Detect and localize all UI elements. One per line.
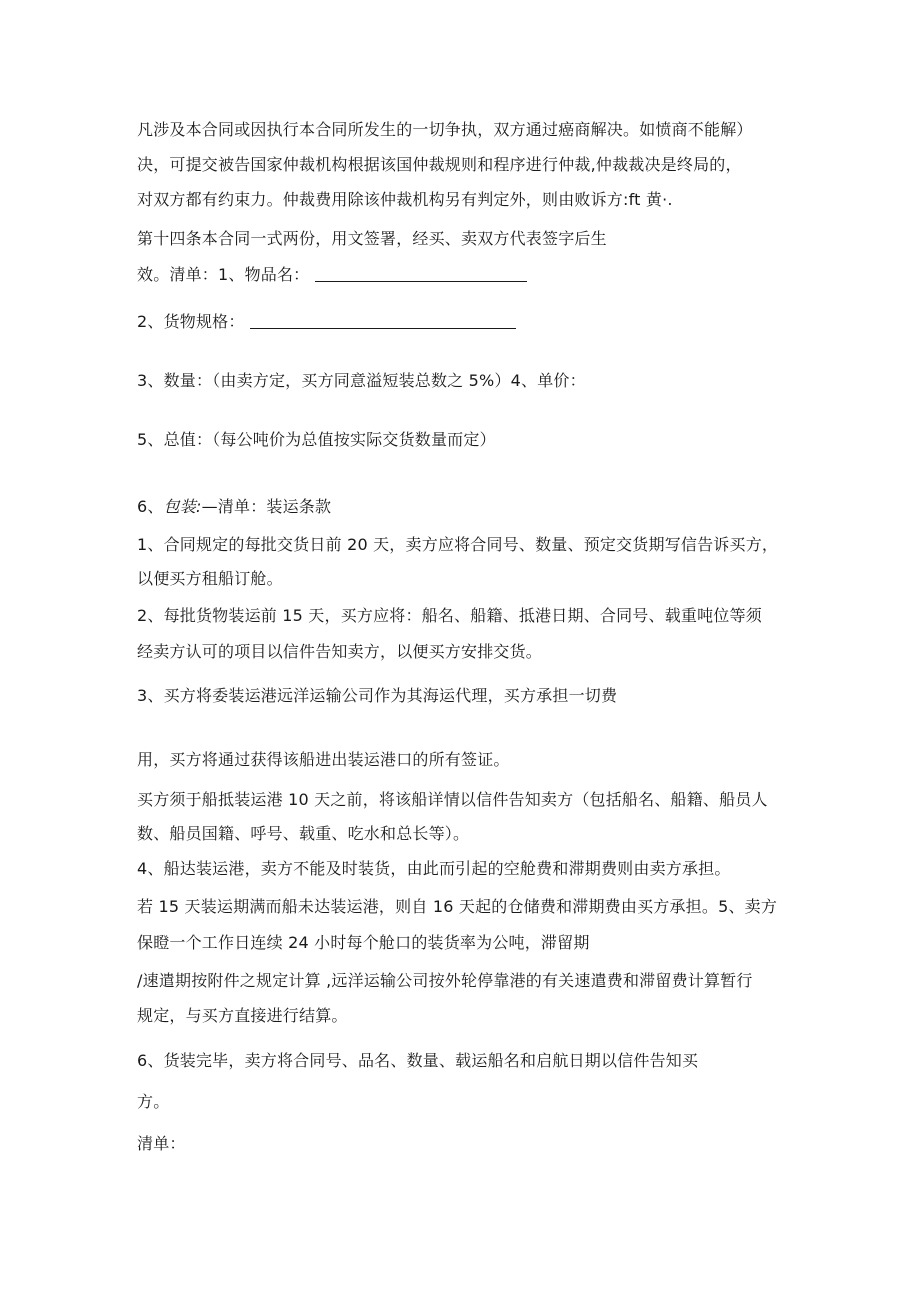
paragraph-line-5	[137, 264, 527, 286]
paragraph-line-6	[137, 311, 516, 333]
paragraph-line-20: 保瞪一个工作日连续 24 小时每个舱口的装货率为公吨，滞留期	[137, 933, 590, 952]
shipping-terms-heading: —清单：装运条款	[201, 497, 332, 516]
paragraph-line-12: 2、每批货物装运前 15 天，买方应将：船名、船籍、抵港日期、合同号、载重吨位等须	[137, 606, 762, 625]
paragraph-line-14: 3、买方将委装运港远洋运输公司作为其海运代理，买方承担一切费	[137, 686, 618, 705]
paragraph-line-4: 第十四条本合同一式两份，用文签署，经买、卖双方代表签字后生	[137, 229, 607, 248]
paragraph-line-13: 经卖方认可的项目以信件告知卖方，以便买方安排交货。	[137, 642, 543, 661]
paragraph-line-15: 用，买方将通过获得该船进出装运港口的所有签证。	[137, 750, 510, 769]
item-name-label: 效。清单：1、物品名：	[137, 265, 310, 284]
paragraph-line-16: 买方须于船抵装运港 10 天之前，将该船详情以信件告知卖方（包括船名、船籍、船员人	[137, 790, 768, 809]
paragraph-line-25: 清单：	[137, 1134, 186, 1153]
paragraph-line-9	[137, 496, 331, 518]
paragraph-line-2: 决，可提交被告国家仲裁机构根据该国仲裁规则和程序进行仲裁,仲裁裁决是终局的，	[137, 155, 742, 174]
packing-label: 包装:	[163, 497, 202, 516]
spec-blank	[250, 312, 516, 329]
paragraph-line-22: 规定，与买方直接进行结算。	[137, 1006, 348, 1025]
paragraph-line-17: 数、船员国籍、呼号、载重、吃水和总长等）。	[137, 824, 470, 843]
paragraph-line-21: /速遣期按附件之规定计算 ,远洋运输公司按外轮停靠港的有关速遣费和滞留费计算暂行	[137, 971, 753, 990]
item-name-blank	[315, 265, 527, 282]
paragraph-line-1: 凡涉及本合同或因执行本合同所发生的一切争执，双方通过癌商解决。如愤商不能解）	[137, 120, 753, 139]
paragraph-line-23: 6、货装完毕，卖方将合同号、品名、数量、载运船名和启航日期以信件告知买	[137, 1051, 699, 1070]
paragraph-line-24: 方。	[137, 1092, 170, 1111]
paragraph-line-11: 以便买方租船订舱。	[137, 569, 283, 588]
item-6-number: 6、	[137, 497, 164, 516]
paragraph-line-3: 对双方都有约束力。仲裁费用除该仲裁机构另有判定外，则由败诉方:ft 黄·.	[137, 190, 673, 209]
paragraph-line-7: 3、数量：（由卖方定，买方同意溢短装总数之 5%）4、单价：	[137, 371, 586, 390]
paragraph-line-18: 4、船达装运港，卖方不能及时装货，由此而引起的空舱费和滞期费则由卖方承担。	[137, 859, 731, 878]
paragraph-line-10: 1、合同规定的每批交货日前 20 天，卖方应将合同号、数量、预定交货期写信告诉买方，	[137, 535, 779, 554]
spec-label: 2、货物规格：	[137, 312, 245, 331]
paragraph-line-19: 若 15 天装运期满而船未达装运港，则自 16 天起的仓储费和滞期费由买方承担。5、卖方	[137, 897, 778, 916]
paragraph-line-8: 5、总值：（每公吨价为总值按实际交货数量而定）	[137, 430, 496, 449]
